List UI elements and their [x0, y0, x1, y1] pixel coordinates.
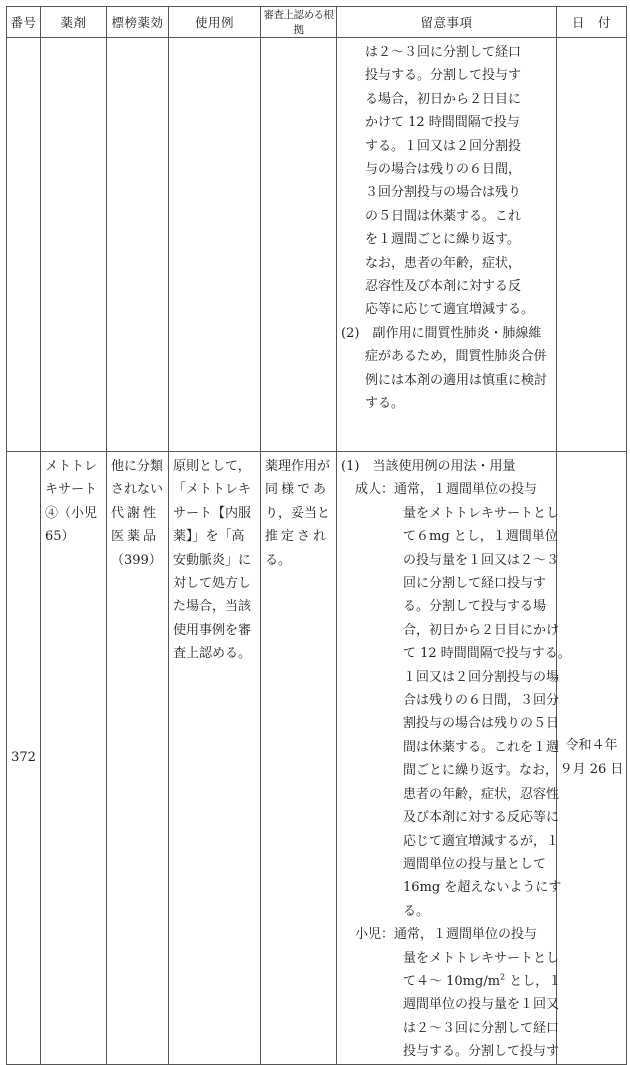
notes-line: なお，患者の年齢，症状，	[365, 255, 522, 271]
item-label: (1)	[341, 459, 360, 474]
cell-drug	[41, 452, 107, 1065]
header-approval-basis: 審査上認める根拠	[261, 7, 337, 38]
notes-line: ３回分割投与の場合は残り	[365, 185, 522, 201]
notes-line: る。分割して投与する場	[403, 599, 547, 615]
usage-line: た場合，当該	[173, 599, 252, 615]
notes-line: て 12 時間間隔で投与する。	[403, 646, 571, 662]
notes-line: 16mg を超えないようにす	[403, 880, 562, 896]
notes-item-title: 当該使用例の用法・用量	[372, 459, 516, 474]
item-label: (2)	[341, 325, 360, 341]
notes-line: 間ごとに繰り返す。なお，	[403, 763, 558, 779]
usage-line: 薬】」を「高	[173, 529, 245, 545]
notes-line: 忍容性及び本剤に対する反	[365, 279, 522, 295]
cell-notes	[337, 452, 571, 1065]
notes-item-1	[341, 455, 553, 478]
notes-line: 与の場合は残りの６日間，	[365, 162, 522, 178]
cell-date	[557, 452, 627, 1065]
notes-line: する。	[365, 396, 405, 412]
efficacy-line: （399）	[111, 552, 162, 568]
notes-line: 量をメトトレキサートとし	[403, 505, 560, 521]
notes-line: 通常，１週間単位の投与	[394, 482, 538, 498]
cell-efficacy-prev	[107, 38, 169, 452]
date-line: ９月 26 日	[559, 761, 624, 777]
usage-line: 対して処方し	[173, 576, 252, 592]
basis-line: る。	[265, 552, 292, 568]
header-notes: 留意事項	[337, 7, 557, 38]
notes-item-2	[341, 322, 553, 345]
cell-date-prev	[557, 38, 627, 452]
notes-line: る。	[403, 903, 430, 919]
header-usage: 使用例	[169, 7, 261, 38]
approval-table	[6, 6, 627, 1065]
usage-line: サート【内服	[173, 505, 252, 521]
notes-line: １回又は２回分割投与の場	[403, 669, 560, 685]
efficacy-line: 医薬品	[111, 529, 160, 545]
header-number: 番号	[7, 7, 41, 38]
notes-line: 合は残りの６日間，３回分	[403, 693, 560, 709]
notes-line	[341, 970, 562, 993]
notes-line: 割投与の場合は残りの５日	[403, 716, 560, 732]
superscript: 2	[500, 972, 506, 982]
basis-line: 同様であ	[265, 482, 330, 498]
usage-line: 原則として，	[173, 459, 251, 474]
cell-notes-prev	[337, 38, 557, 452]
date-line: 令和４年	[565, 738, 618, 754]
child-dosage-line	[341, 923, 553, 946]
notes-line: 副作用に間質性肺炎・肺線維	[372, 325, 542, 341]
cell-number-prev	[7, 38, 41, 452]
notes-line: は２～３回に分割して経口	[365, 45, 522, 60]
cell-basis-prev	[261, 38, 337, 452]
basis-line: 薬理作用が	[265, 459, 331, 474]
drug-line: メトトレ	[45, 459, 98, 474]
header-row	[7, 7, 627, 38]
notes-line: 合，初日から２日目にかけ	[403, 622, 560, 638]
notes-line: 週間単位の投与量として	[403, 856, 547, 872]
notes-line: は２～３回に分割して経口	[403, 1020, 560, 1036]
cell-efficacy	[107, 452, 169, 1065]
notes-line: 間は休薬する。これを１週	[403, 739, 560, 755]
notes-line: 投与する。分割して投与す	[365, 68, 522, 84]
cell-drug-prev	[41, 38, 107, 452]
usage-line: 「メトトレキ	[173, 482, 252, 498]
header-date: 日 付	[557, 7, 627, 38]
notes-line: 投与する。分割して投与す	[403, 1044, 560, 1060]
usage-line: 査上認める。	[173, 646, 252, 662]
notes-line: る場合，初日から２日目に	[365, 91, 522, 107]
drug-line: キサート	[45, 482, 98, 498]
drug-line: ④（小児	[45, 505, 98, 521]
notes-line: 量をメトトレキサートとし	[403, 950, 560, 966]
efficacy-line: されない	[111, 482, 164, 498]
notes-line: 及び本剤に対する反応等に	[403, 810, 560, 826]
basis-line: 推定され	[265, 529, 330, 545]
header-efficacy: 標榜薬効	[107, 7, 169, 38]
notes-line: 回に分割して経口投与す	[403, 576, 547, 592]
notes-line: の投与量を１回又は２～３	[403, 552, 560, 568]
notes-line: て６mg とし，１週間単位	[403, 529, 558, 545]
basis-line: り，妥当と	[265, 505, 331, 521]
notes-line: 週間単位の投与量を１回又	[403, 997, 560, 1013]
notes-line: 例には本剤の適用は慎重に検討	[365, 372, 548, 388]
drug-line: 65）	[45, 529, 75, 545]
usage-line: 安動脈炎」に	[173, 552, 252, 568]
table-row-previous	[7, 38, 627, 452]
usage-line: 使用事例を審	[173, 622, 252, 638]
table-row-372	[7, 452, 627, 1065]
efficacy-line: 代謝性	[111, 505, 160, 521]
efficacy-line: 他に分類	[111, 459, 164, 474]
cell-usage-prev	[169, 38, 261, 452]
adult-label: 成人：	[355, 482, 395, 498]
cell-number: 372	[7, 452, 41, 1065]
child-label: 小児：	[355, 927, 395, 943]
notes-line: を１週間ごとに繰り返す。	[365, 232, 520, 248]
header-drug: 薬剤	[41, 7, 107, 38]
dose-text: て４～ 10mg/m	[403, 973, 501, 989]
dose-text: とし，１	[505, 973, 562, 989]
notes-line: かけて 12 時間間隔で投与	[365, 115, 520, 131]
notes-line: 応等に応じて適宜増減する。	[365, 302, 535, 318]
cell-usage	[169, 452, 261, 1065]
notes-line: 応じて適宜増減するが，１	[403, 833, 560, 849]
notes-line: 症があるため，間質性肺炎合併	[365, 349, 547, 365]
cell-approval-basis	[261, 452, 337, 1065]
adult-dosage-line	[341, 478, 553, 501]
notes-line: する。１回又は２回分割投	[365, 138, 522, 154]
notes-line: 患者の年齢，症状，忍容性	[403, 786, 560, 802]
notes-line: 通常，１週間単位の投与	[394, 927, 538, 943]
notes-line: の５日間は休薬する。これ	[365, 208, 522, 224]
